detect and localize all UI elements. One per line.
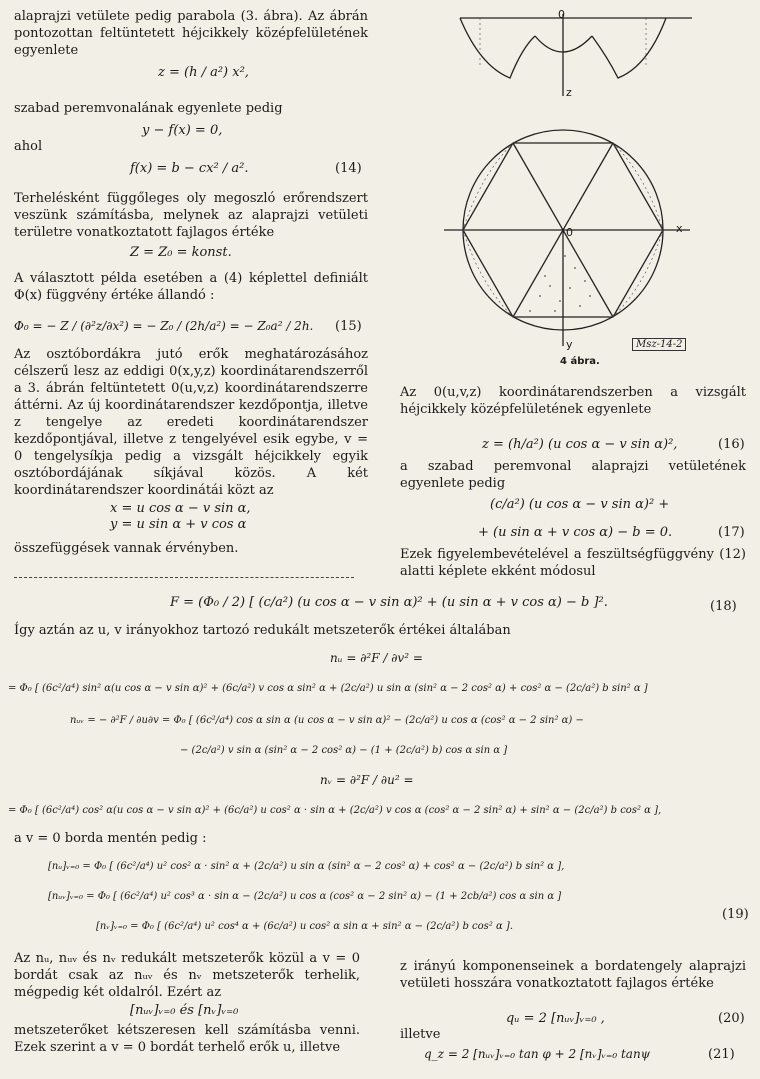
figure-4-diagram	[440, 6, 740, 366]
equation-16: z = (h/a²) (u cos α − v sin α)²,	[482, 437, 678, 452]
equation-19a: [nᵤ]ᵥ₌₀ = Φ₀ [ (6c²/a⁴) u² cos² α · sin² α + (2c/a²) u sin α (sin² α − 2 cos² α) + cos² α − (2c/a²) b sin² α ],	[48, 861, 565, 872]
equation-19c: [nᵥ]ᵥ₌₀ = Φ₀ [ (6c²/a⁴) u² cos⁴ α + (6c/a²) u cos² α sin α + sin² α − (2c/a²) b cos² α ].	[96, 921, 514, 932]
equation-nuv-line1: nᵤᵥ = − ∂²F / ∂u∂v = Φ₀ [ (6c²/a⁴) cos α sin α (u cos α − v sin α)² − (2c/a²) u cos α (cos² α − 2 sin² α) −	[70, 715, 584, 726]
equation-number-18: (18)	[710, 599, 737, 614]
figure-stamp: Msz-14-2	[632, 338, 686, 351]
figure-origin-label: 0	[566, 226, 573, 239]
equation-number-14: (14)	[335, 161, 362, 176]
right-paragraph-2: a szabad peremvonal alaprajzi vetületének egyenlete pedig	[400, 459, 746, 491]
bottom-left-paragraph-2: metszeterőket kétszeresen kell számításba venni. Ezek szerint a v = 0 bordát terhelő erők u, illetve	[14, 1023, 360, 1055]
equation-nuv-line2: − (2c/a²) v sin α (sin² α − 2 cos² α) − (1 + (2c/a²) b) cos α sin α ]	[180, 745, 508, 756]
figure-axis-z-label: z	[566, 86, 572, 99]
equation-number-20: (20)	[718, 1011, 745, 1026]
full-paragraph-2: a v = 0 borda mentén pedig :	[14, 831, 207, 846]
equation-18: F = (Φ₀ / 2) [ (c/a²) (u cos α − v sin α)² + (u sin α + v cos α) − b ]².	[170, 595, 608, 610]
right-paragraph-3: Ezek figyelembevételével a feszültségfüggvény (12) alatti képlete ekként módosul	[400, 547, 746, 579]
figure-axis-x-label: x	[676, 222, 683, 235]
equation-y: y − f(x) = 0,	[142, 123, 223, 138]
equation-phi: Φ₀ = − Z / (∂²z/∂x²) = − Z₀ / (2h/a²) = − Z₀a² / 2h.	[14, 319, 314, 333]
equation-17a: (c/a²) (u cos α − v sin α)² +	[490, 497, 670, 512]
equation-number-21: (21)	[708, 1047, 735, 1062]
figure-top-origin-label: 0	[558, 8, 565, 21]
bottom-right-illetve: illetve	[400, 1027, 441, 1042]
equation-nu-head: nᵤ = ∂²F / ∂v² =	[330, 651, 423, 665]
left-paragraph-1: alaprajzi vetülete pedig parabola (3. ábra). Az ábrán pontozottan feltüntetett héjcikkely középfelületének egyenlete	[14, 9, 368, 58]
left-paragraph-2: szabad peremvonalának egyenlete pedig	[14, 101, 283, 116]
equation-x-transform: x = u cos α − v sin α,	[110, 501, 251, 516]
equation-y-transform: y = u sin α + v cos α	[110, 517, 247, 532]
bottom-left-paragraph-1: Az nᵤ, nᵤᵥ és nᵥ redukált metszeterők közül a v = 0 bordát csak az nᵤᵥ és nᵥ metszeterők terhelik, mégpedig két oldalról. Ezért az	[14, 951, 360, 1000]
equation-number-15: (15)	[335, 319, 362, 334]
right-paragraph-1: Az 0(u,v,z) koordinátarendszerben a vizsgált héjcikkely középfelületének egyenlete	[400, 385, 746, 417]
bottom-left-equation: [nᵤᵥ]ᵥ₌₀ és [nᵥ]ᵥ₌₀	[130, 1003, 239, 1018]
equation-19b: [nᵤᵥ]ᵥ₌₀ = Φ₀ [ (6c²/a⁴) u² cos³ α · sin α − (2c/a²) u cos α (cos² α − 2 sin² α) − (1 + 2cb/a²) cos α sin α ]	[48, 891, 562, 902]
left-paragraph-6: összefüggések vannak érvényben.	[14, 541, 239, 556]
full-paragraph-1: Így aztán az u, v irányokhoz tartozó redukált metszeterők értékei általában	[14, 623, 511, 638]
figure-caption: 4 ábra.	[560, 356, 600, 367]
equation-nu-body: = Φ₀ [ (6c²/a⁴) sin² α(u cos α − v sin α)² + (6c/a²) v cos α sin² α + (2c/a²) u sin α (sin² α − 2 cos² α) + cos² α − (2c/a²) b sin² α ]	[8, 683, 648, 694]
equation-Z: Z = Z₀ = konst.	[130, 245, 232, 260]
equation-20: qᵤ = 2 [nᵤᵥ]ᵥ₌₀ ,	[506, 1011, 605, 1026]
bottom-right-paragraph-1: z irányú komponenseinek a bordatengely alaprajzi vetületi hosszára vonatkoztatott fajlagos értéke	[400, 959, 746, 991]
equation-nv-head: nᵥ = ∂²F / ∂u² =	[320, 773, 414, 787]
left-paragraph-3: Terhelésként függőleges oly megoszló erőrendszert veszünk számításba, melynek az alaprajzi vetületi területre vonatkoztatott fajlagos értéke	[14, 191, 368, 240]
equation-fx: f(x) = b − cx² / a².	[130, 161, 249, 176]
column-separator-rule	[14, 577, 354, 578]
equation-number-16: (16)	[718, 437, 745, 452]
left-ahol: ahol	[14, 139, 43, 154]
equation-17b: + (u sin α + v cos α) − b = 0.	[478, 525, 673, 540]
equation-21: q_z = 2 [nᵤᵥ]ᵥ₌₀ tan φ + 2 [nᵥ]ᵥ₌₀ tanψ	[424, 1047, 651, 1061]
equation-z: z = (h / a²) x²,	[158, 65, 249, 80]
left-paragraph-5: Az osztóbordákra jutó erők meghatározásához célszerű lesz az eddigi 0(x,y,z) koordinátarendszerről a 3. ábrán feltüntetett 0(u,v,z) koordinátarendszerre áttérni. Az új koordinátarendszer kezdőpontja, illetve z tengelye az eredeti koordinátarendszer kezdőpontjával, illetve z tengelyével esik egybe, v = 0 tengelysíkja pedig a vizsgált héjcikkely egyik osztóbordájának síkjával közös. A két koordinátarendszer koordinátái közt az	[14, 347, 368, 498]
equation-number-19: (19)	[722, 907, 749, 922]
equation-number-17: (17)	[718, 525, 745, 540]
left-paragraph-4: A választott példa esetében a (4) képlettel definiált Φ(x) függvény értéke állandó :	[14, 271, 368, 303]
equation-nv-body: = Φ₀ [ (6c²/a⁴) cos² α(u cos α − v sin α)² + (6c/a²) u cos² α · sin α + (2c/a²) v cos α (cos² α − 2 sin² α) + sin² α − (2c/a²) b cos² α ],	[8, 805, 662, 816]
figure-axis-y-label: y	[566, 338, 573, 351]
